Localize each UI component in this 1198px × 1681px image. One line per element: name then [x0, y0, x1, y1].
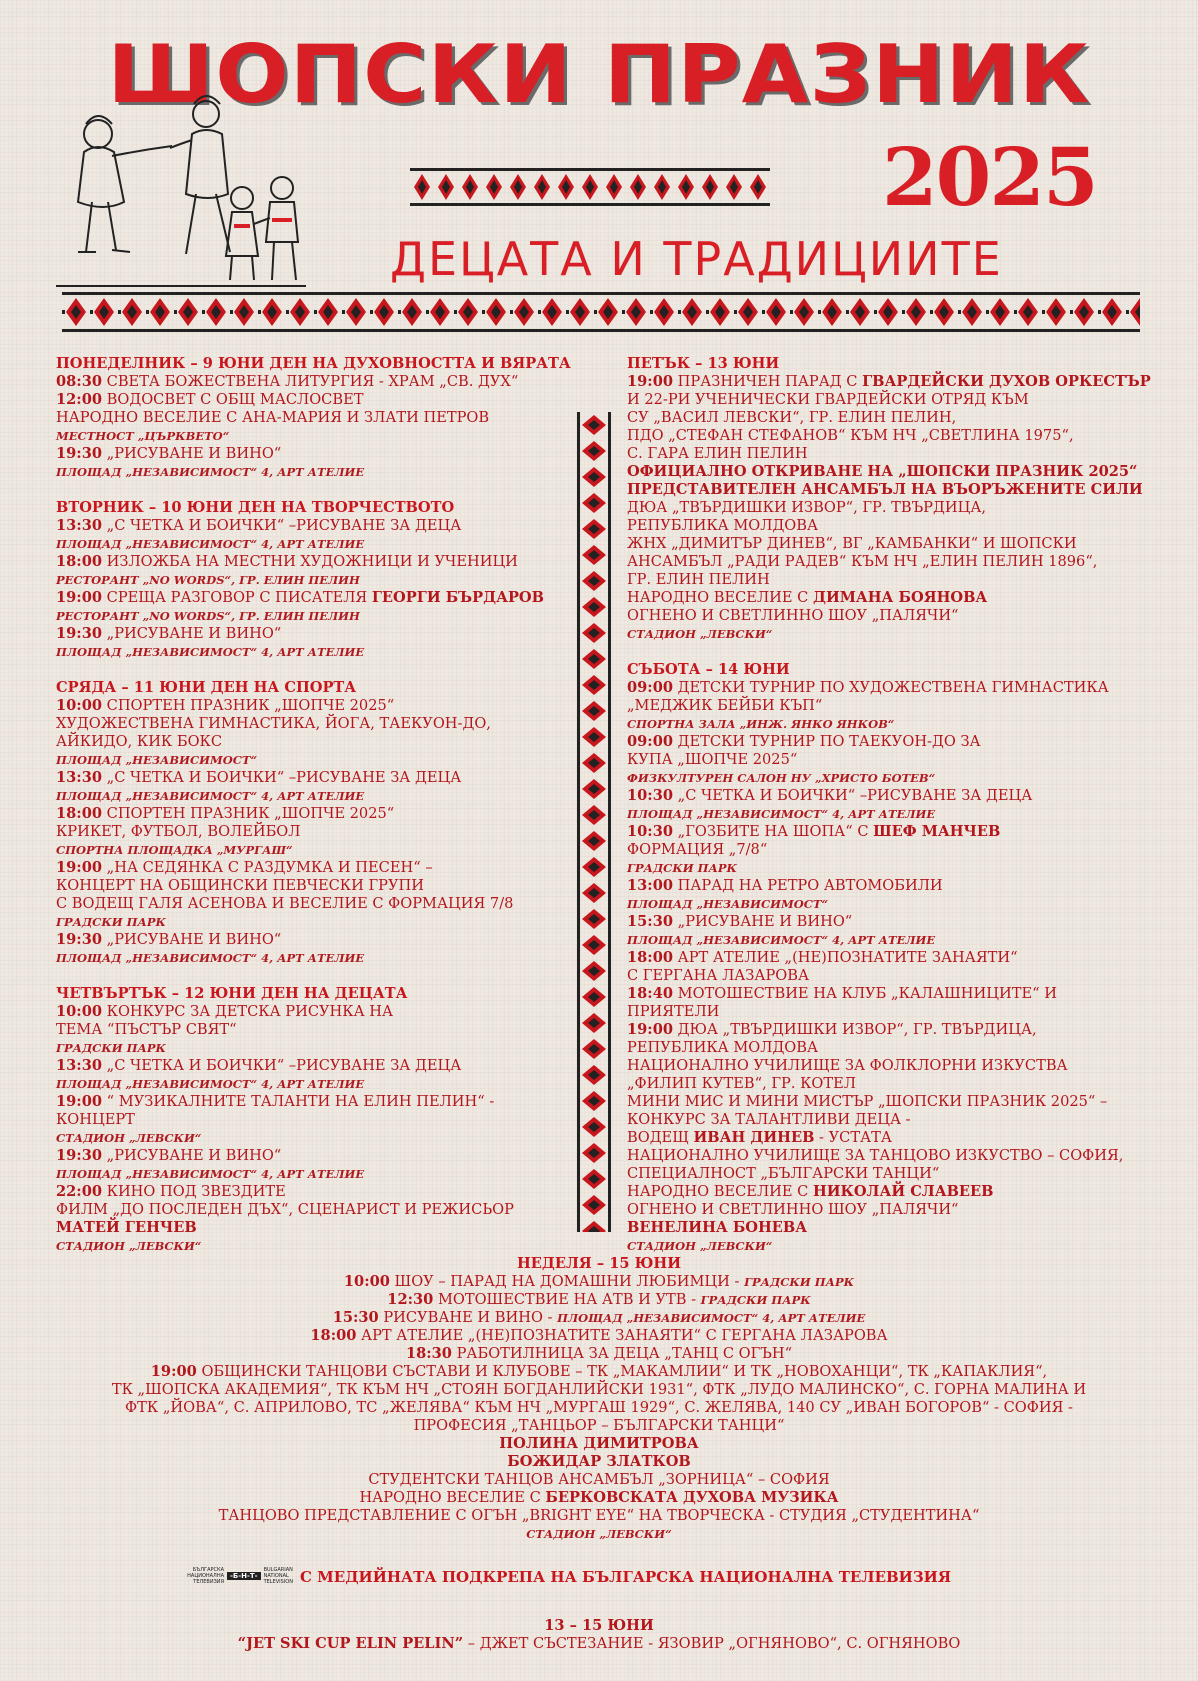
event-line: СУ „ВАСИЛ ЛЕВСКИ“, ГР. ЕЛИН ПЕЛИН, [627, 409, 957, 426]
event-line: ТК „ШОПСКА АКАДЕМИЯ“, ТК КЪМ НЧ „СТОЯН БОГДАНЛИЙСКИ 1931“, ФТК „ЛУДО МАЛИНСКО“, С. ГОРНА МАЛИНА И [111, 1381, 1087, 1398]
event-line: 13:00 ПАРАД НА РЕТРО АВТОМОБИЛИ [627, 877, 943, 894]
bnt-logo-text-left: БЪЛГАРСКА НАЦИОНАЛНА ТЕЛЕВИЗИЯ [187, 1567, 224, 1585]
event-line: 18:40 МОТОШЕСТВИЕ НА КЛУБ „КАЛАШНИЦИТЕ“ И [627, 985, 1057, 1002]
event-line: ОГНЕНО И СВЕТЛИННО ШОУ „ПАЛЯЧИ“ [627, 607, 959, 624]
event-line: С ВОДЕЩ ГАЛЯ АСЕНОВА И ВЕСЕЛИЕ С ФОРМАЦИЯ 7/8 [56, 895, 514, 912]
event-venue: СПОРТНА ЗАЛА „ИНЖ. ЯНКО ЯНКОВ“ [627, 717, 895, 731]
event-line: ОФИЦИАЛНО ОТКРИВАНЕ НА „ШОПСКИ ПРАЗНИК 2025“ [627, 463, 1138, 480]
event-line: 13:30 „С ЧЕТКА И БОИЧКИ“ –РИСУВАНЕ ЗА ДЕЦА [56, 769, 462, 786]
event-line: КУПА „ШОПЧЕ 2025“ [627, 751, 798, 768]
day-heading-friday: ПЕТЪК – 13 ЮНИ [627, 355, 780, 372]
event-line: ЖНХ „ДИМИТЪР ДИНЕВ“, ВГ „КАМБАНКИ“ И ШОПСКИ [627, 535, 1077, 552]
event-line: ПРИЯТЕЛИ [627, 1003, 720, 1020]
event-line: НАРОДНО ВЕСЕЛИЕ С ДИМАНА БОЯНОВА [627, 589, 988, 606]
event-line: АНСАМБЪЛ „РАДИ РАДЕВ“ КЪМ НЧ „ЕЛИН ПЕЛИН 1896“, [627, 553, 1098, 570]
bnt-logo-text-right: BULGARIAN NATIONAL TELEVISION [263, 1567, 293, 1585]
poster-year: 2025 [882, 130, 1097, 224]
event-line: И 22-РИ УЧЕНИЧЕСКИ ГВАРДЕЙСКИ ОТРЯД КЪМ [627, 391, 1029, 408]
event-venue: ПЛОЩАД „НЕЗАВИСИМОСТ“ 4, АРТ АТЕЛИЕ [56, 951, 365, 965]
event-venue: ГРАДСКИ ПАРК [56, 1041, 167, 1055]
event-line: ПОЛИНА ДИМИТРОВА [499, 1435, 699, 1452]
event-venue: ГРАДСКИ ПАРК [56, 915, 167, 929]
schedule-sunday [0, 1255, 1198, 1543]
event-line: С ГЕРГАНА ЛАЗАРОВА [627, 967, 810, 984]
event-line: 19:00 “ МУЗИКАЛНИТЕ ТАЛАНТИ НА ЕЛИН ПЕЛИН“ - [56, 1093, 495, 1110]
event-line: 10:00 ШОУ – ПАРАД НА ДОМАШНИ ЛЮБИМЦИ - ГРАДСКИ ПАРК [343, 1273, 855, 1290]
event-line: ВЕНЕЛИНА БОНЕВА [627, 1219, 808, 1236]
event-line: 08:30 СВЕТА БОЖЕСТВЕНА ЛИТУРГИЯ - ХРАМ „СВ. ДУХ“ [56, 373, 519, 390]
event-line: 10:00 КОНКУРС ЗА ДЕТСКА РИСУНКА НА [56, 1003, 394, 1020]
event-line: С. ГАРА ЕЛИН ПЕЛИН [627, 445, 808, 462]
event-venue: ПЛОЩАД „НЕЗАВИСИМОСТ“ 4, АРТ АТЕЛИЕ [56, 1167, 365, 1181]
event-line: 22:00 КИНО ПОД ЗВЕЗДИТЕ [56, 1183, 286, 1200]
embroidery-band-small [410, 168, 770, 206]
event-line: 13:30 „С ЧЕТКА И БОИЧКИ“ –РИСУВАНЕ ЗА ДЕЦА [56, 1057, 462, 1074]
event-line: 15:30 РИСУВАНЕ И ВИНО - ПЛОЩАД „НЕЗАВИСИМОСТ“ 4, АРТ АТЕЛИЕ [332, 1309, 866, 1326]
footer-event: “JET SKI CUP ELIN PELIN” – ДЖЕТ СЪСТЕЗАНИЕ - ЯЗОВИР „ОГНЯНОВО“, С. ОГНЯНОВО [237, 1635, 961, 1652]
event-line: НАЦИОНАЛНО УЧИЛИЩЕ ЗА ФОЛКЛОРНИ ИЗКУСТВА [627, 1057, 1068, 1074]
event-venue: ФИЗКУЛТУРЕН САЛОН НУ „ХРИСТО БОТЕВ“ [627, 771, 936, 785]
event-line: КОНЦЕРТ НА ОБЩИНСКИ ПЕВЧЕСКИ ГРУПИ [56, 877, 424, 894]
event-line: МИНИ МИС И МИНИ МИСТЪР „ШОПСКИ ПРАЗНИК 2025“ – [627, 1093, 1108, 1110]
event-line: 19:30 „РИСУВАНЕ И ВИНО“ [56, 1147, 282, 1164]
footer [0, 1617, 1198, 1653]
event-line: 10:30 „С ЧЕТКА И БОИЧКИ“ –РИСУВАНЕ ЗА ДЕЦА [627, 787, 1033, 804]
schedule-right-column [627, 355, 1167, 1255]
bnt-logo [184, 1567, 304, 1585]
event-line: ПДО „СТЕФАН СТЕФАНОВ“ КЪМ НЧ „СВЕТЛИНА 1975“, [627, 427, 1074, 444]
schedule-left-column [56, 355, 576, 1255]
event-line: „МЕДЖИК БЕЙБИ КЪП“ [627, 697, 823, 714]
event-line: 09:00 ДЕТСКИ ТУРНИР ПО ТАЕКУОН-ДО ЗА [627, 733, 981, 750]
event-venue: СТАДИОН „ЛЕВСКИ“ [627, 627, 773, 641]
event-line: 10:00 СПОРТЕН ПРАЗНИК „ШОПЧЕ 2025“ [56, 697, 395, 714]
event-line: 19:30 „РИСУВАНЕ И ВИНО“ [56, 445, 282, 462]
poster-subtitle: ДЕЦАТА И ТРАДИЦИИТЕ [390, 232, 1003, 286]
event-line: 15:30 „РИСУВАНЕ И ВИНО“ [627, 913, 853, 930]
day-heading-sunday: НЕДЕЛЯ – 15 ЮНИ [517, 1255, 681, 1272]
event-venue: ПЛОЩАД „НЕЗАВИСИМОСТ“ 4, АРТ АТЕЛИЕ [627, 933, 936, 947]
event-line: ФИЛМ „ДО ПОСЛЕДЕН ДЪХ“, СЦЕНАРИСТ И РЕЖИСЬОР [56, 1201, 514, 1218]
event-line: 19:00 ОБЩИНСКИ ТАНЦОВИ СЪСТАВИ И КЛУБОВЕ – ТК „МАКАМЛИИ“ И ТК „НОВОХАНЦИ“, ТК „КАПАКЛИЯ“, [150, 1363, 1048, 1380]
event-line: ТЕМА “ПЪСТЪР СВЯТ“ [56, 1021, 237, 1038]
event-venue: РЕСТОРАНТ „NO WORDS“, ГР. ЕЛИН ПЕЛИН [56, 573, 360, 587]
event-venue: СТАДИОН „ЛЕВСКИ“ [627, 1239, 773, 1253]
event-venue: ПЛОЩАД „НЕЗАВИСИМОСТ“ 4, АРТ АТЕЛИЕ [56, 537, 365, 551]
event-venue: СПОРТНА ПЛОЩАДКА „МУРГАШ“ [56, 843, 293, 857]
event-line: КОНЦЕРТ [56, 1111, 135, 1128]
embroidery-band-wide [62, 292, 1140, 332]
event-venue: СТАДИОН „ЛЕВСКИ“ [526, 1527, 672, 1541]
event-line: РЕПУБЛИКА МОЛДОВА [627, 1039, 819, 1056]
event-line: КРИКЕТ, ФУТБОЛ, ВОЛЕЙБОЛ [56, 823, 301, 840]
event-line: ПРОФЕСИЯ „ТАНЦЬОР – БЪЛГАРСКИ ТАНЦИ“ [413, 1417, 785, 1434]
event-venue: ГРАДСКИ ПАРК [627, 861, 738, 875]
event-line: ПРЕДСТАВИТЕЛЕН АНСАМБЪЛ НА ВЪОРЪЖЕНИТЕ СИЛИ [627, 481, 1143, 498]
event-venue: ПЛОЩАД „НЕЗАВИСИМОСТ“ 4, АРТ АТЕЛИЕ [56, 1077, 365, 1091]
event-line: 18:30 РАБОТИЛНИЦА ЗА ДЕЦА „ТАНЦ С ОГЪН“ [405, 1345, 793, 1362]
event-line: СПЕЦИАЛНОСТ „БЪЛГАРСКИ ТАНЦИ“ [627, 1165, 940, 1182]
event-line: 19:00 „НА СЕДЯНКА С РАЗДУМКА И ПЕСЕН“ – [56, 859, 433, 876]
event-line: 12:30 МОТОШЕСТВИЕ НА АТВ И УТВ - ГРАДСКИ ПАРК [387, 1291, 811, 1308]
event-line: ХУДОЖЕСТВЕНА ГИМНАСТИКА, ЙОГА, ТАЕКУОН-ДО, [56, 715, 491, 732]
event-line: НАРОДНО ВЕСЕЛИЕ С БЕРКОВСКАТА ДУХОВА МУЗИКА [359, 1489, 839, 1506]
event-line: НАЦИОНАЛНО УЧИЛИЩЕ ЗА ТАНЦОВО ИЗКУСТВО – СОФИЯ, [627, 1147, 1124, 1164]
event-line: 10:30 „ГОЗБИТЕ НА ШОПА“ С ШЕФ МАНЧЕВ [627, 823, 1001, 840]
event-line: 12:00 ВОДОСВЕТ С ОБЩ МАСЛОСВЕТ [56, 391, 364, 408]
event-line: КОНКУРС ЗА ТАЛАНТЛИВИ ДЕЦА - [627, 1111, 911, 1128]
event-line: МАТЕЙ ГЕНЧЕВ [56, 1219, 197, 1236]
event-venue: СТАДИОН „ЛЕВСКИ“ [56, 1131, 202, 1145]
event-line: ФТК „ЙОВА“, С. АПРИЛОВО, ТС „ЖЕЛЯВА“ КЪМ НЧ „МУРГАШ 1929“, С. ЖЕЛЯВА, 140 СУ „ИВАН БОГОРОВ“ - СОФИЯ - [125, 1399, 1073, 1416]
event-line: 13:30 „С ЧЕТКА И БОИЧКИ“ –РИСУВАНЕ ЗА ДЕЦА [56, 517, 462, 534]
event-venue: ПЛОЩАД „НЕЗАВИСИМОСТ“ [56, 753, 258, 767]
event-venue: МЕСТНОСТ „ЦЪРКВЕТО“ [56, 429, 230, 443]
event-line: 18:00 СПОРТЕН ПРАЗНИК „ШОПЧЕ 2025“ [56, 805, 395, 822]
event-line: 09:00 ДЕТСКИ ТУРНИР ПО ХУДОЖЕСТВЕНА ГИМНАСТИКА [627, 679, 1109, 696]
event-line: ФОРМАЦИЯ „7/8“ [627, 841, 768, 858]
event-line: НАРОДНО ВЕСЕЛИЕ С АНА-МАРИЯ И ЗЛАТИ ПЕТРОВ [56, 409, 490, 426]
day-heading-wednesday: СРЯДА – 11 ЮНИ ДЕН НА СПОРТА [56, 679, 357, 696]
bnt-logo-mark: -Б-Н-Т- [227, 1572, 261, 1580]
event-line: 18:00 ИЗЛОЖБА НА МЕСТНИ ХУДОЖНИЦИ И УЧЕНИЦИ [56, 553, 518, 570]
event-venue: ПЛОЩАД „НЕЗАВИСИМОСТ“ 4, АРТ АТЕЛИЕ [56, 789, 365, 803]
poster-title: ШОПСКИ ПРАЗНИК [107, 28, 1091, 121]
folk-dancers-illustration [56, 94, 336, 294]
day-heading-tuesday: ВТОРНИК – 10 ЮНИ ДЕН НА ТВОРЧЕСТВОТО [56, 499, 455, 516]
event-line: ГР. ЕЛИН ПЕЛИН [627, 571, 770, 588]
event-line: 19:30 „РИСУВАНЕ И ВИНО“ [56, 931, 282, 948]
event-venue: ПЛОЩАД „НЕЗАВИСИМОСТ“ 4, АРТ АТЕЛИЕ [56, 645, 365, 659]
event-line: 19:30 „РИСУВАНЕ И ВИНО“ [56, 625, 282, 642]
event-line: ОГНЕНО И СВЕТЛИННО ШОУ „ПАЛЯЧИ“ [627, 1201, 959, 1218]
event-line: 18:00 АРТ АТЕЛИЕ „(НЕ)ПОЗНАТИТЕ ЗАНАЯТИ“ С ГЕРГАНА ЛАЗАРОВА [310, 1327, 888, 1344]
event-venue: ПЛОЩАД „НЕЗАВИСИМОСТ“ [627, 897, 829, 911]
event-line: СТУДЕНТСКИ ТАНЦОВ АНСАМБЪЛ „ЗОРНИЦА“ – СОФИЯ [368, 1471, 830, 1488]
event-line: ВОДЕЩ ИВАН ДИНЕВ - УСТАТА [627, 1129, 892, 1146]
day-heading-saturday: СЪБОТА – 14 ЮНИ [627, 661, 790, 678]
embroidery-band-vertical [577, 412, 611, 1232]
event-line: 19:00 СРЕЩА РАЗГОВОР С ПИСАТЕЛЯ ГЕОРГИ БЪРДАРОВ [56, 589, 544, 606]
event-line: НАРОДНО ВЕСЕЛИЕ С НИКОЛАЙ СЛАВЕЕВ [627, 1183, 994, 1200]
event-line: „ФИЛИП КУТЕВ“, ГР. КОТЕЛ [627, 1075, 856, 1092]
event-line: БОЖИДАР ЗЛАТКОВ [507, 1453, 691, 1470]
event-venue: СТАДИОН „ЛЕВСКИ“ [56, 1239, 202, 1253]
event-line: ДЮА „ТВЪРДИШКИ ИЗВОР“, ГР. ТВЪРДИЦА, [627, 499, 987, 516]
event-line: 19:00 ДЮА „ТВЪРДИШКИ ИЗВОР“, ГР. ТВЪРДИЦА, [627, 1021, 1037, 1038]
event-line: 19:00 ПРАЗНИЧЕН ПАРАД С ГВАРДЕЙСКИ ДУХОВ ОРКЕСТЪР [627, 373, 1151, 390]
event-line: АЙКИДО, КИК БОКС [56, 733, 223, 750]
event-venue: ПЛОЩАД „НЕЗАВИСИМОСТ“ 4, АРТ АТЕЛИЕ [56, 465, 365, 479]
event-venue: ПЛОЩАД „НЕЗАВИСИМОСТ“ 4, АРТ АТЕЛИЕ [627, 807, 936, 821]
day-heading-monday: ПОНЕДЕЛНИК – 9 ЮНИ ДЕН НА ДУХОВНОСТТА И ВЯРАТА [56, 355, 571, 372]
media-support-text: С МЕДИЙНАТА ПОДКРЕПА НА БЪЛГАРСКА НАЦИОНАЛНА ТЕЛЕВИЗИЯ [300, 1568, 952, 1586]
event-line: РЕПУБЛИКА МОЛДОВА [627, 517, 819, 534]
event-line: ТАНЦОВО ПРЕДСТАВЛЕНИЕ С ОГЪН „BRIGHT EYE“ НА ТВОРЧЕСКА - СТУДИЯ „СТУДЕНТИНА“ [218, 1507, 980, 1524]
event-venue: РЕСТОРАНТ „NO WORDS“, ГР. ЕЛИН ПЕЛИН [56, 609, 360, 623]
event-line: 18:00 АРТ АТЕЛИЕ „(НЕ)ПОЗНАТИТЕ ЗАНАЯТИ“ [627, 949, 1018, 966]
footer-dates: 13 – 15 ЮНИ [544, 1617, 654, 1634]
day-heading-thursday: ЧЕТВЪРТЪК – 12 ЮНИ ДЕН НА ДЕЦАТА [56, 985, 408, 1002]
